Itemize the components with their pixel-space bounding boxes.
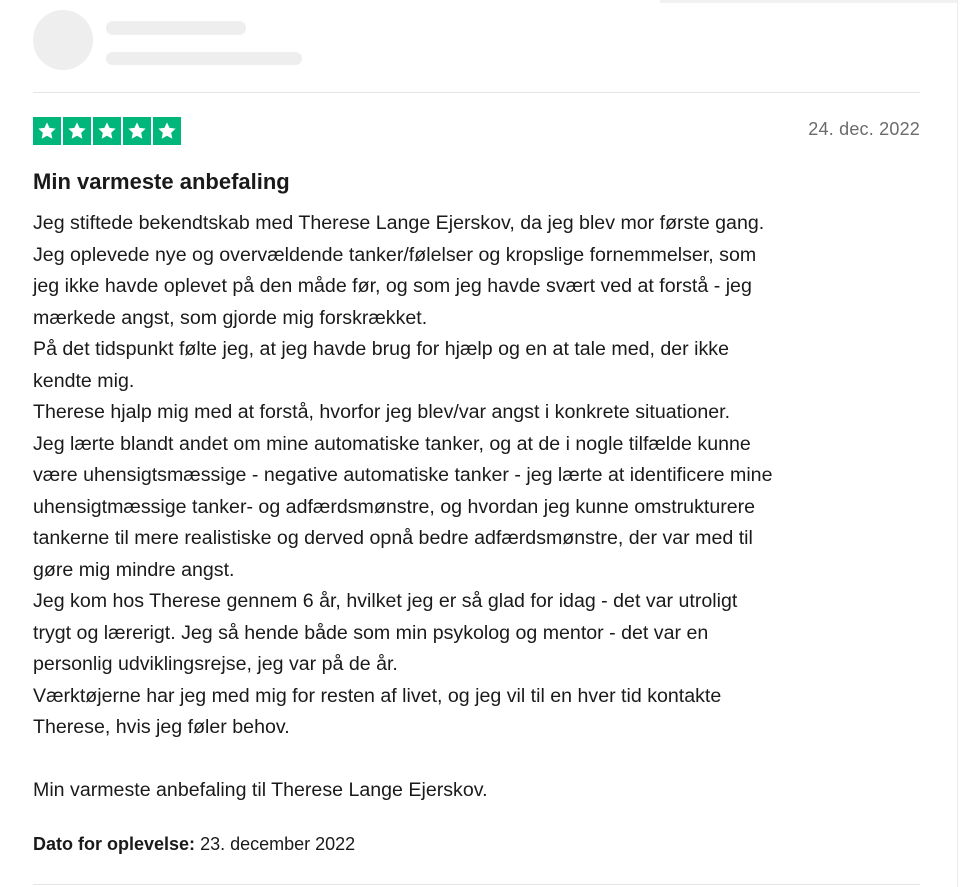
review-line: Therese, hvis jeg føler behov. xyxy=(33,716,290,738)
star-icon xyxy=(123,117,151,145)
review-line: mærkede angst, som gjorde mig forskrækket. xyxy=(33,306,428,329)
review-line: gøre mig mindre angst. xyxy=(33,558,235,581)
review-body xyxy=(33,208,933,807)
star-icon xyxy=(93,117,121,145)
card-top-edge xyxy=(660,0,957,3)
star-rating xyxy=(33,117,181,145)
review-line: personlig udviklingsrejse, jeg var på de år. xyxy=(33,653,398,675)
review-line: Værktøjerne har jeg med mig for resten af livet, og jeg vil til en hver tid kontakte xyxy=(33,684,722,707)
experience-date-label: Dato for oplevelse: xyxy=(33,834,196,854)
review-line: Therese hjalp mig med at forstå, hvorfor jeg blev/var angst i konkrete situationer. xyxy=(33,401,731,423)
review-line: Jeg oplevede nye og overvældende tanker/følelser og kropslige fornemmelser, som xyxy=(33,243,757,266)
review-date: 24. dec. 2022 xyxy=(808,119,920,139)
star-icon xyxy=(63,117,91,145)
review-title: Min varmeste anbefaling xyxy=(33,169,290,194)
review-line: Jeg stiftede bekendtskab med Therese Lange Ejerskov, da jeg blev mor første gang. xyxy=(33,212,765,234)
review-line: trygt og lærerigt. Jeg så hende både som min psykolog og mentor - det var en xyxy=(33,621,709,644)
reviewer-meta-placeholder xyxy=(106,52,302,65)
footer-divider xyxy=(33,884,920,885)
review-blank-line xyxy=(33,744,933,776)
review-line: På det tidspunkt følte jeg, at jeg havde brug for hjælp og en at tale med, der ikke xyxy=(33,338,729,360)
review-line: uhensigtmæssige tanker- og adfærdsmønstre, og hvordan jeg kunne omstrukturere xyxy=(33,495,756,518)
review-line: Jeg lærte blandt andet om mine automatiske tanker, og at de i nogle tilfælde kunne xyxy=(33,432,751,455)
experience-date-value: 23. december 2022 xyxy=(200,834,356,854)
avatar-placeholder xyxy=(33,10,93,70)
experience-date xyxy=(33,834,355,855)
review-line: jeg ikke havde oplevet på den måde før, og som jeg havde svært ved at forstå - jeg xyxy=(33,275,752,297)
star-icon xyxy=(153,117,181,145)
review-line: Min varmeste anbefaling til Therese Lange Ejerskov. xyxy=(33,779,488,801)
header-divider xyxy=(33,92,920,93)
review-line: tankerne til mere realistiske og derved opnå bedre adfærdsmønstre, der var med til xyxy=(33,527,753,549)
star-icon xyxy=(33,117,61,145)
reviewer-name-placeholder xyxy=(106,21,246,35)
review-line: Jeg kom hos Therese gennem 6 år, hvilket jeg er så glad for idag - det var utroligt xyxy=(33,590,738,612)
review-line: være uhensigtsmæssige - negative automatiske tanker - jeg lærte at identificere mine xyxy=(33,464,773,486)
review-line: kendte mig. xyxy=(33,369,135,392)
